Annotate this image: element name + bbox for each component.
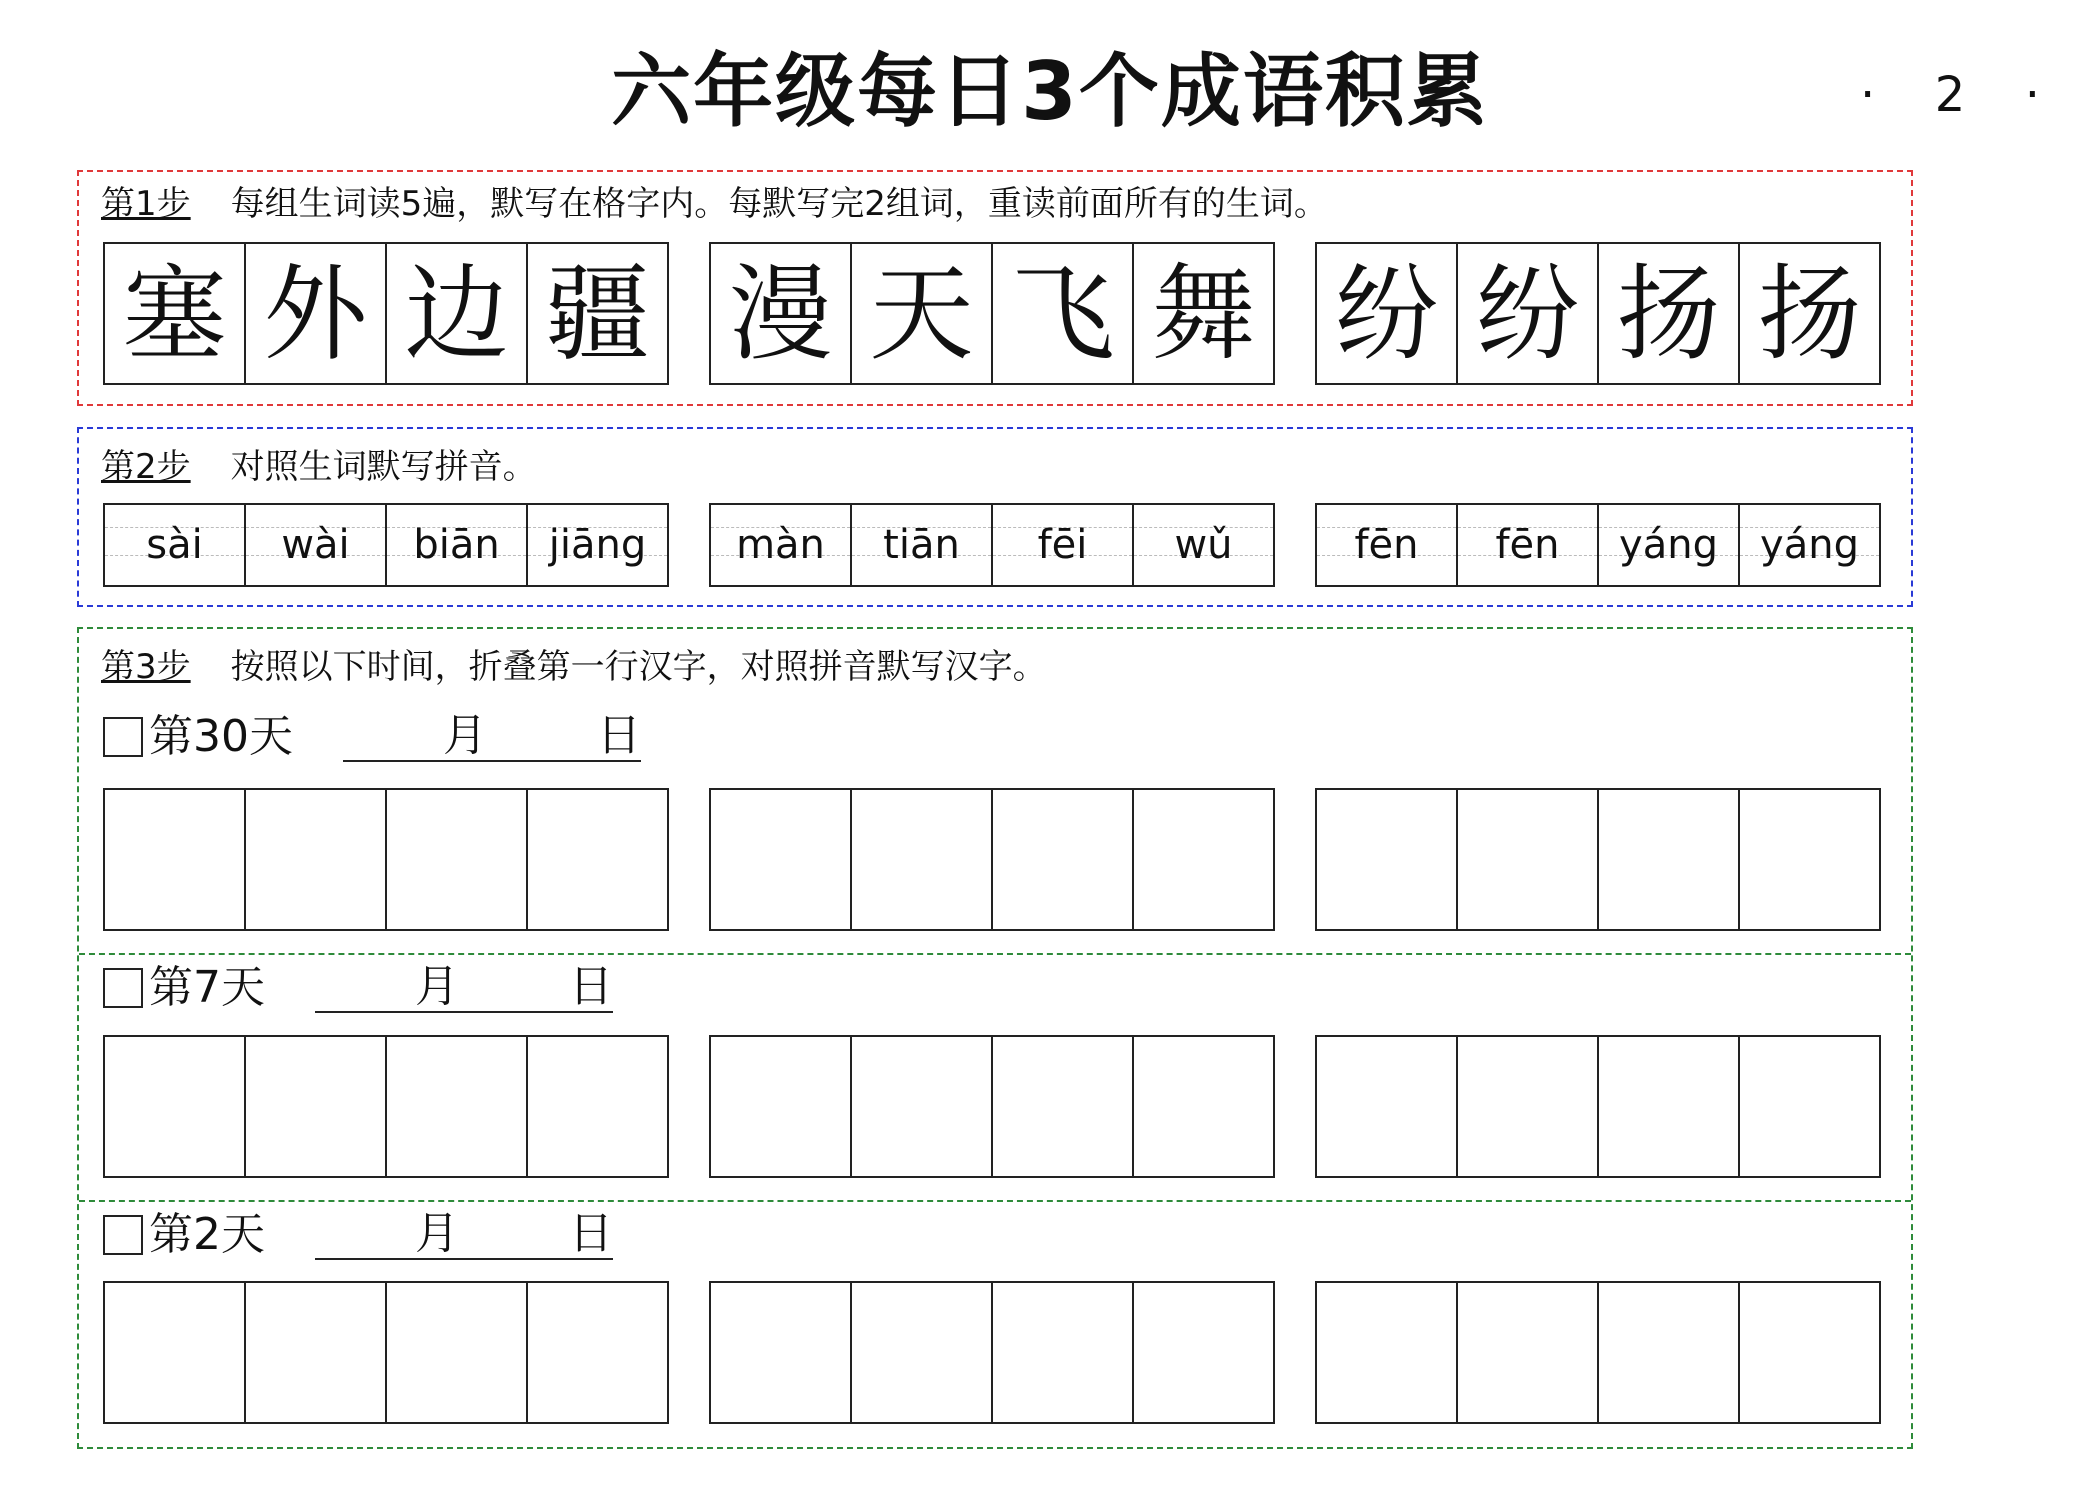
pinyin-cell: yáng xyxy=(1599,503,1740,587)
hanzi-row xyxy=(103,242,1881,385)
page-title: 六年级每日3个成语积累 xyxy=(611,45,1489,138)
pinyin-cell: fēi xyxy=(993,503,1134,587)
write-cell[interactable] xyxy=(1599,1035,1740,1178)
step1-text: 每组生词读5遍，默写在格字内。每默写完2组词，重读前面所有的生词。 xyxy=(230,184,1328,224)
hanzi-group-3 xyxy=(1315,242,1881,385)
step1-label: 第1步 xyxy=(101,184,191,224)
writing-row-30 xyxy=(103,788,1881,931)
write-cell[interactable] xyxy=(1740,1281,1881,1424)
writing-row-2 xyxy=(103,1281,1881,1424)
hanzi-cell: 漫 xyxy=(728,252,833,375)
write-cell[interactable] xyxy=(387,788,528,931)
step2-label: 第2步 xyxy=(101,447,191,487)
day-7-text: 第7天 xyxy=(149,962,265,1013)
write-cell[interactable] xyxy=(1458,788,1599,931)
hanzi-group-2 xyxy=(709,242,1275,385)
page-number-value: 2 xyxy=(1934,67,1966,123)
hanzi-cell: 天 xyxy=(869,252,974,375)
pinyin-cell: tiān xyxy=(852,503,993,587)
hanzi-cell: 边 xyxy=(404,252,509,375)
date-line-30[interactable] xyxy=(343,712,641,762)
hanzi-cell: 飞 xyxy=(1010,252,1115,375)
pinyin-cell: sài xyxy=(103,503,246,587)
pinyin-cell: wǔ xyxy=(1134,503,1275,587)
pinyin-cell: fēn xyxy=(1458,503,1599,587)
write-cell[interactable] xyxy=(1315,1281,1458,1424)
write-cell[interactable] xyxy=(1134,1281,1275,1424)
section-divider xyxy=(79,1200,1911,1202)
write-cell[interactable] xyxy=(1458,1035,1599,1178)
month-label: 月 xyxy=(415,1208,459,1259)
hanzi-cell: 舞 xyxy=(1151,252,1256,375)
step3-text: 按照以下时间，折叠第一行汉字，对照拼音默写汉字。 xyxy=(230,647,1047,687)
pinyin-row xyxy=(103,503,1881,587)
step1-section xyxy=(77,170,1913,406)
write-cell[interactable] xyxy=(993,1281,1134,1424)
write-cell[interactable] xyxy=(1599,788,1740,931)
write-cell[interactable] xyxy=(103,788,246,931)
day-label: 日 xyxy=(569,1208,613,1259)
pinyin-cell: jiāng xyxy=(528,503,669,587)
hanzi-cell: 扬 xyxy=(1616,252,1721,375)
write-cell[interactable] xyxy=(709,1035,852,1178)
write-cell[interactable] xyxy=(1740,788,1881,931)
step2-instruction xyxy=(101,445,537,489)
writing-row-7 xyxy=(103,1035,1881,1178)
month-label: 月 xyxy=(415,961,459,1012)
pinyin-group-1 xyxy=(103,503,669,587)
write-cell[interactable] xyxy=(993,1035,1134,1178)
day-7-checkbox[interactable] xyxy=(103,968,143,1008)
pinyin-cell: yáng xyxy=(1740,503,1881,587)
write-cell[interactable] xyxy=(103,1035,246,1178)
hanzi-cell: 纷 xyxy=(1475,252,1580,375)
write-cell[interactable] xyxy=(852,1281,993,1424)
hanzi-cell: 外 xyxy=(263,252,368,375)
step1-instruction xyxy=(101,182,1328,226)
day-label-2 xyxy=(103,1207,613,1263)
write-cell[interactable] xyxy=(246,1035,387,1178)
step2-section xyxy=(77,427,1913,607)
hanzi-group-1 xyxy=(103,242,669,385)
day-label: 日 xyxy=(569,961,613,1012)
write-cell[interactable] xyxy=(1740,1035,1881,1178)
step3-label: 第3步 xyxy=(101,647,191,687)
page-number-dot-right: · xyxy=(2024,67,2040,123)
hanzi-cell: 纷 xyxy=(1334,252,1439,375)
section-divider xyxy=(79,953,1911,955)
day-label-30 xyxy=(103,709,641,765)
hanzi-cell: 扬 xyxy=(1757,252,1862,375)
write-cell[interactable] xyxy=(246,788,387,931)
write-cell[interactable] xyxy=(1599,1281,1740,1424)
write-cell[interactable] xyxy=(528,1281,669,1424)
pinyin-cell: biān xyxy=(387,503,528,587)
step3-section xyxy=(77,627,1913,1449)
day-label-7 xyxy=(103,960,613,1016)
date-line-2[interactable] xyxy=(315,1210,613,1260)
date-line-7[interactable] xyxy=(315,963,613,1013)
pinyin-cell: fēn xyxy=(1315,503,1458,587)
write-cell[interactable] xyxy=(709,788,852,931)
write-cell[interactable] xyxy=(528,1035,669,1178)
write-cell[interactable] xyxy=(1134,788,1275,931)
day-2-checkbox[interactable] xyxy=(103,1215,143,1255)
write-cell[interactable] xyxy=(1134,1035,1275,1178)
hanzi-cell: 疆 xyxy=(545,252,650,375)
write-cell[interactable] xyxy=(709,1281,852,1424)
pinyin-group-3 xyxy=(1315,503,1881,587)
month-label: 月 xyxy=(443,710,487,761)
write-cell[interactable] xyxy=(1315,788,1458,931)
write-cell[interactable] xyxy=(993,788,1134,931)
page-number-dot-left: · xyxy=(1860,67,1876,123)
write-cell[interactable] xyxy=(103,1281,246,1424)
write-cell[interactable] xyxy=(246,1281,387,1424)
day-30-text: 第30天 xyxy=(149,711,293,762)
pinyin-group-2 xyxy=(709,503,1275,587)
day-label: 日 xyxy=(597,710,641,761)
write-cell[interactable] xyxy=(1315,1035,1458,1178)
write-cell[interactable] xyxy=(852,1035,993,1178)
day-2-text: 第2天 xyxy=(149,1209,265,1260)
step3-instruction xyxy=(101,645,1047,689)
hanzi-cell: 塞 xyxy=(122,252,227,375)
day-30-checkbox[interactable] xyxy=(103,717,143,757)
step2-text: 对照生词默写拼音。 xyxy=(230,447,537,487)
pinyin-cell: màn xyxy=(709,503,852,587)
pinyin-cell: wài xyxy=(246,503,387,587)
write-cell[interactable] xyxy=(528,788,669,931)
write-cell[interactable] xyxy=(387,1281,528,1424)
write-cell[interactable] xyxy=(852,788,993,931)
write-cell[interactable] xyxy=(1458,1281,1599,1424)
write-cell[interactable] xyxy=(387,1035,528,1178)
page-number xyxy=(1860,60,2040,130)
